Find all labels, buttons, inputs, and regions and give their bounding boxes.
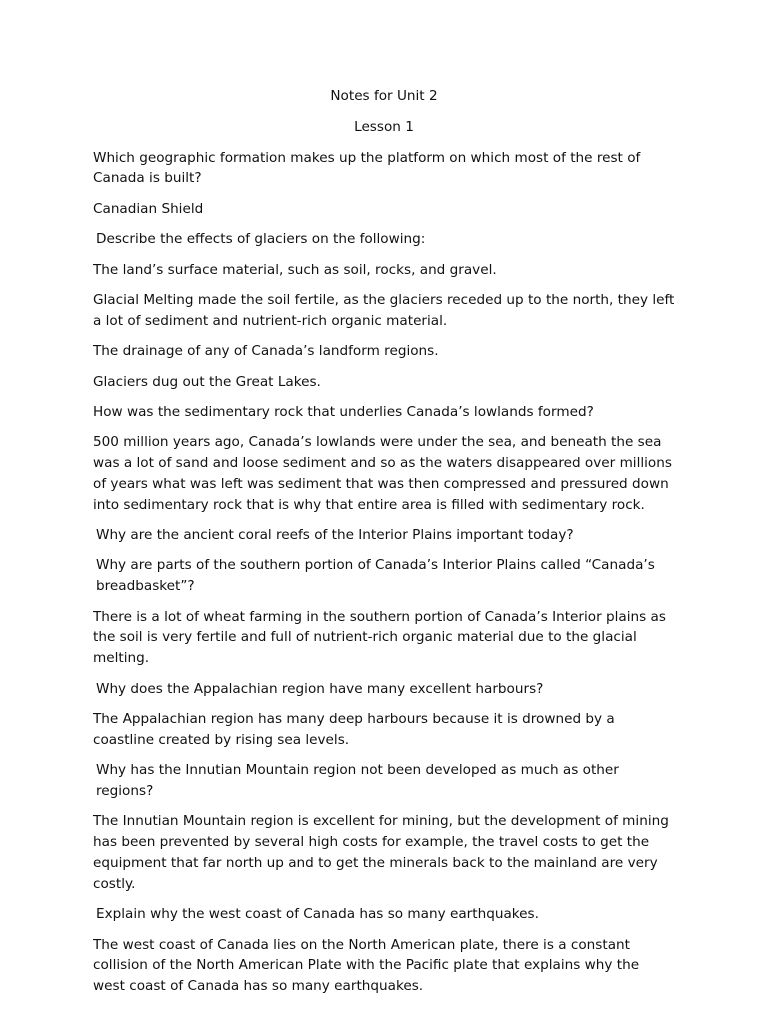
sub-question-paragraph: The land’s surface material, such as soil, rocks, and gravel. bbox=[93, 261, 497, 278]
question-paragraph: Why are the ancient coral reefs of the Interior Plains important today? bbox=[96, 527, 574, 544]
answer-paragraph: Canadian Shield bbox=[93, 200, 204, 217]
question-paragraph: Which geographic formation makes up the platform on which most of the rest of Canada is built? bbox=[93, 149, 641, 187]
answer-paragraph: 500 million years ago, Canada’s lowlands were under the sea, and beneath the sea was a lot of sand and loose sediment and so as the waters disappeared over millions of years what was left was sediment that was then compressed and pressured down into sedimentary rock that is why that entire area is filled with sedimentary rock. bbox=[93, 434, 672, 513]
answer-paragraph: There is a lot of wheat farming in the southern portion of Canada’s Interior plains as the soil is very fertile and full of nutrient-rich organic material due to the glacial melting. bbox=[93, 608, 666, 667]
question-paragraph: Why does the Appalachian region have many excellent harbours? bbox=[96, 680, 544, 697]
question-paragraph: Describe the effects of glaciers on the following: bbox=[96, 231, 426, 248]
answer-paragraph: The west coast of Canada lies on the North American plate, there is a constant collision of the North American Plate with the Pacific plate that explains why the west coast of Canada has so many earthquakes. bbox=[93, 936, 640, 995]
question-paragraph: Why has the Innutian Mountain region not been developed as much as other regions? bbox=[96, 762, 619, 800]
question-paragraph: Explain why the west coast of Canada has so many earthquakes. bbox=[96, 906, 539, 923]
answer-paragraph: The Innutian Mountain region is excellent for mining, but the development of mining has been prevented by several high costs for example, the travel costs to get the equipment that far north up and to get the minerals back to the mainland are very costly. bbox=[93, 813, 669, 892]
sub-question-paragraph: The drainage of any of Canada’s landform regions. bbox=[93, 343, 439, 360]
question-paragraph: How was the sedimentary rock that underlies Canada’s lowlands formed? bbox=[93, 403, 594, 420]
question-paragraph: Why are parts of the southern portion of Canada’s Interior Plains called “Canada’s breadbasket”? bbox=[96, 557, 655, 595]
answer-paragraph: The Appalachian region has many deep harbours because it is drowned by a coastline created by rising sea levels. bbox=[93, 711, 615, 748]
answer-paragraph: Glaciers dug out the Great Lakes. bbox=[93, 373, 321, 390]
document-subtitle: Lesson 1 bbox=[354, 118, 414, 135]
document-title: Notes for Unit 2 bbox=[330, 88, 438, 104]
answer-paragraph: Glacial Melting made the soil fertile, as the glaciers receded up to the north, they left a lot of sediment and nutrient-rich organic material. bbox=[93, 291, 675, 329]
